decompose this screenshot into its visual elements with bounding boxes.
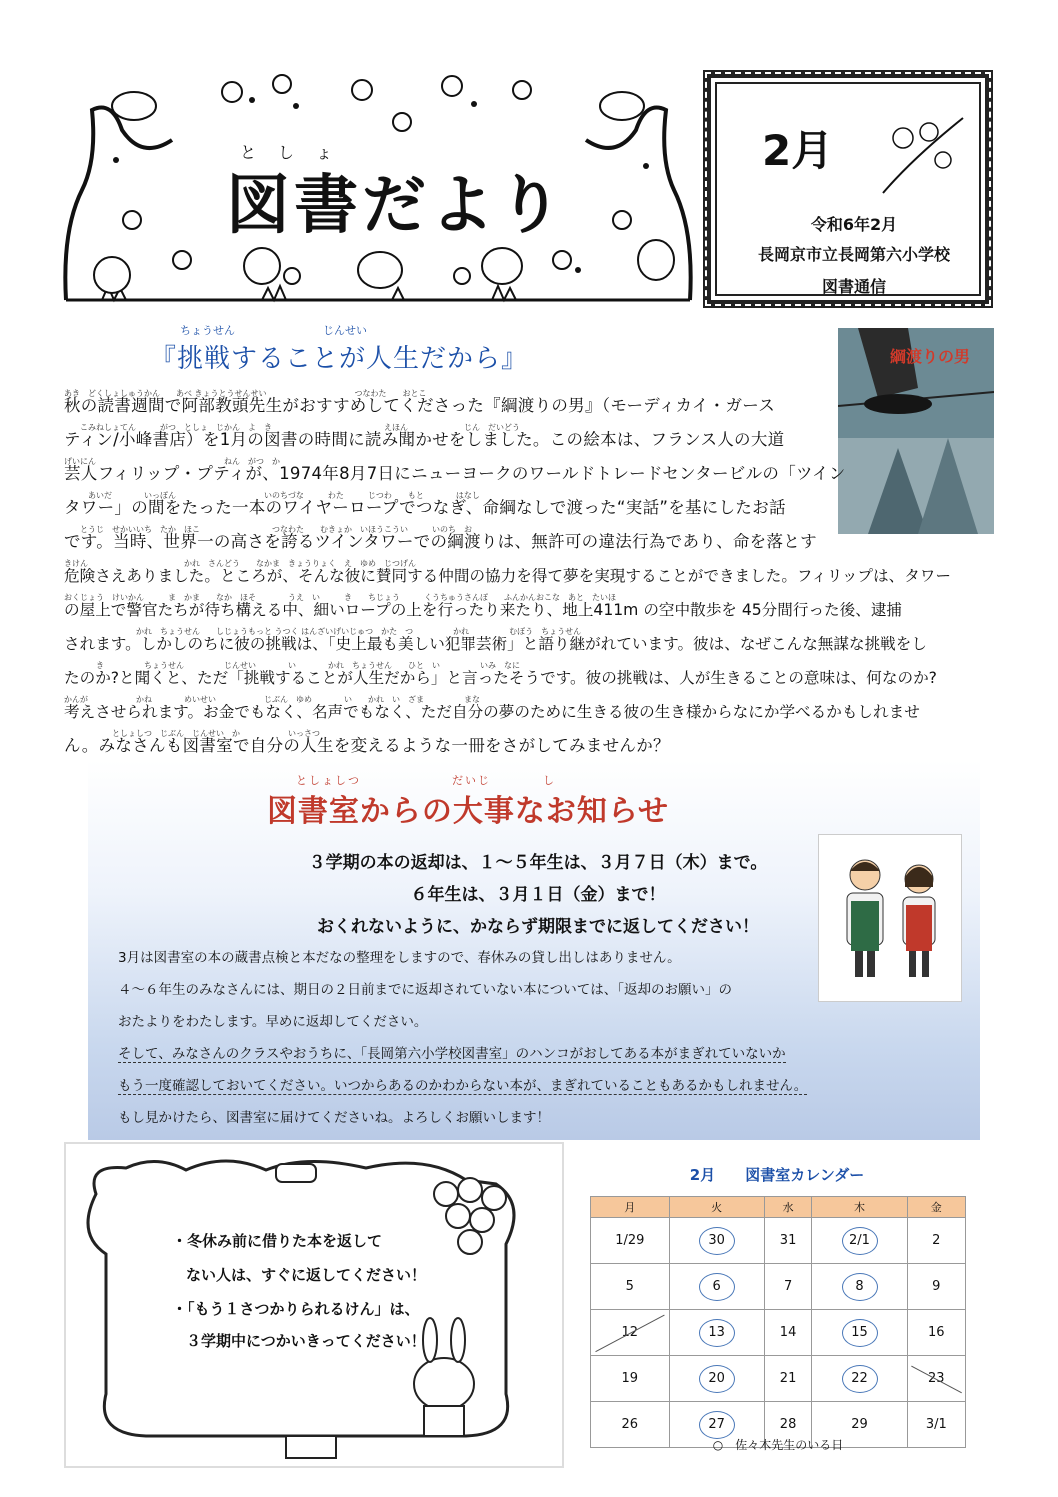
calendar-day <box>591 1264 670 1310</box>
calendar-day-label: 26 <box>621 1417 639 1432</box>
article-line-6: 危険さえありました。ところが、そんな彼に賛同する仲間の協力を得て夢を実現することができました。フィリップは、タワー <box>64 567 951 585</box>
calendar-day <box>591 1218 670 1264</box>
notice-body-1: 3月は図書室の本の蔵書点検と本だなの整理をしますので、春休みの貸し出しはありません。 <box>118 950 681 966</box>
article-ruby-5: とうじ せかいいち たか ほこ つなわた むきょか いほうこうい いのち お <box>64 525 472 534</box>
notice-reminder: おくれないように、かならず期限までに返してください！ <box>317 917 759 937</box>
article-ruby-11: としょしつ じぶん じんせい か いっさつ <box>64 729 320 738</box>
notice-body-6: もし見かけたら、図書室に届けてくださいね。よろしくお願いします！ <box>118 1110 550 1126</box>
board-line-1: ・冬休み前に借りた本を返して <box>172 1232 383 1250</box>
school-name: 長岡京市立長岡第六小学校 <box>757 245 950 264</box>
calendar-day-closed <box>907 1356 965 1402</box>
calendar-day <box>907 1310 965 1356</box>
calendar-day <box>764 1218 812 1264</box>
notice-return-deadline: ３学期の本の返却は、１～５年生は、３月７日（木）まで。 <box>308 853 768 873</box>
calendar-day-label: 16 <box>928 1325 945 1340</box>
article-ruby-8: かれ ちょうせん しじょうもっと うつく はんざいげいじゅつ かた つ かれ むぼう ちょうせん <box>64 627 582 636</box>
library-calendar <box>578 1156 976 1462</box>
calendar-day-label: 2/1 <box>842 1227 878 1255</box>
calendar-header-fri: 金 <box>907 1197 965 1218</box>
calendar-day-label: 29 <box>851 1417 868 1432</box>
calendar-day <box>669 1356 764 1402</box>
calendar-day-label: 2 <box>932 1233 941 1248</box>
calendar-week-row <box>591 1356 966 1402</box>
plum-blossom-icon <box>873 108 973 198</box>
book-cover-title: 綱渡りの男 <box>890 347 971 366</box>
calendar-day-label: 23 <box>928 1371 945 1386</box>
article-ruby-1: あき どくしょしゅうかん あべ きょうとうせんせい つなわた おとこ <box>64 389 427 398</box>
article-ruby-4: あいだ いっぽん いのちづな わた じつわ もと はなし <box>64 491 480 500</box>
article-ruby-7: おくじょう けいかん ま かま なか ほそ うえ い き ちじょう くうちゅうさんぽ ふんかんおこな あと たいほ <box>64 593 616 602</box>
article-line-11: ん。みなさんも図書室で自分の人生を変えるような一冊をさがしてみませんか？ <box>64 736 670 755</box>
calendar-day <box>812 1310 907 1356</box>
calendar-day <box>669 1218 764 1264</box>
article-line-5: です。当時、世界一の高さを誇るツインタワーでの綱渡りは、無許可の違法行為であり、命を落とす <box>64 532 817 551</box>
bulletin-name: 図書通信 <box>821 277 886 296</box>
notice-title-ruby: としょしつ だいじ し <box>296 774 556 787</box>
calendar-day-label: 6 <box>699 1273 735 1301</box>
article-ruby-2: こみねしょてん がつ としょ じかん よ き えほん じん だいどう <box>64 423 520 432</box>
notice-body-3: おたよりをわたします。早めに返却してください。 <box>118 1014 428 1030</box>
info-box-inner <box>715 82 981 296</box>
calendar-header-tue: 火 <box>669 1197 764 1218</box>
article-line-9: たのか?と聞くと、ただ「挑戦することが人生だから」と言ったそうです。彼の挑戦は、人が生きることの意味は、何なのか? <box>64 669 937 687</box>
notice-title: 図書室からの大事なお知らせ <box>266 794 670 829</box>
calendar-day-label: 7 <box>783 1279 793 1294</box>
calendar-day-label: 31 <box>779 1233 797 1248</box>
calendar-week-row <box>591 1310 966 1356</box>
calendar-day <box>591 1356 670 1402</box>
calendar-day-label: 30 <box>699 1227 735 1255</box>
article-line-4: タワー」の間をたった一本のワイヤーロープでつなぎ、命綱なしで渡った“実話”を基にしたお話 <box>64 498 786 517</box>
calendar-day-label: 3/1 <box>925 1417 947 1432</box>
calendar-day-label: 14 <box>779 1325 797 1340</box>
calendar-table <box>590 1196 966 1448</box>
calendar-day-label: 15 <box>842 1319 878 1347</box>
article-ruby-3: げいにん ねん がつ か <box>64 457 280 466</box>
info-box <box>703 70 993 308</box>
calendar-header-row <box>591 1197 966 1218</box>
article-line-1: 秋の読書週間で阿部教頭先生がおすすめしてくださった『綱渡りの男』（モーディカイ・ガース <box>64 396 776 415</box>
notice-section <box>88 760 980 1140</box>
calendar-day-label: 9 <box>932 1279 941 1294</box>
notice-body-5: もう一度確認しておいてください。いつからあるのかわからない本が、まぎれていることもあるかもしれません。 <box>118 1074 807 1095</box>
article-ruby-6: きけん かれ さんどう なかま きょうりょく え ゆめ じつげん <box>64 559 416 568</box>
calendar-day-label: 8 <box>842 1273 878 1301</box>
calendar-day <box>669 1264 764 1310</box>
board-line-3: ・「もう１さつかりられるけん」は、 <box>172 1300 420 1318</box>
calendar-day <box>812 1218 907 1264</box>
calendar-title: 2月 図書室カレンダー <box>689 1166 865 1184</box>
calendar-day-closed <box>591 1310 670 1356</box>
article-title-ruby: ちょうせん じんせい <box>180 324 367 337</box>
calendar-day-label: 5 <box>625 1279 634 1294</box>
article-title: 『挑戦することが人生だから』 <box>150 344 529 374</box>
calendar-header-mon: 月 <box>591 1197 670 1218</box>
board-line-2: ない人は、すぐに返してください！ <box>186 1266 427 1284</box>
calendar-header-wed: 水 <box>764 1197 812 1218</box>
article-line-7: の屋上で警官たちが待ち構える中、細いロープの上を行ったり来たり、地上411m の空中散歩を 45分間行った後、逮捕 <box>64 601 903 619</box>
calendar-day <box>812 1264 907 1310</box>
calendar-legend: ○ 佐々木先生のいる日 <box>712 1438 844 1452</box>
calendar-week-row <box>591 1264 966 1310</box>
article-ruby-10: かんが かね めいせい じぶん ゆめ い かれ い ざま まな <box>64 695 480 704</box>
calendar-day <box>764 1310 812 1356</box>
bowing-staff-icon <box>819 835 961 1001</box>
calendar-day <box>764 1356 812 1402</box>
calendar-day <box>907 1264 965 1310</box>
issue-date: 令和6年2月 <box>810 215 898 234</box>
calendar-day-label: 20 <box>699 1365 735 1393</box>
calendar-day-label: 28 <box>779 1417 797 1432</box>
calendar-day <box>812 1356 907 1402</box>
calendar-day-label: 22 <box>842 1365 878 1393</box>
calendar-header-thu: 木 <box>812 1197 907 1218</box>
calendar-day <box>764 1264 812 1310</box>
calendar-day-label: 12 <box>621 1325 639 1340</box>
calendar-day <box>669 1310 764 1356</box>
notice-grade6-deadline: ６年生は、３月１日（金）まで！ <box>410 885 666 905</box>
calendar-week-row <box>591 1218 966 1264</box>
calendar-day-label: 19 <box>621 1371 639 1386</box>
calendar-day-label: 13 <box>699 1319 735 1347</box>
staff-illustration <box>818 834 962 1002</box>
board-line-4: ３学期中につかいきってください！ <box>186 1332 426 1350</box>
banner-title-ruby: としょ <box>240 143 355 162</box>
article-ruby-9: き ちょうせん じんせい い かれ ちょうせん ひと い いみ なに <box>64 661 520 670</box>
month-label: 2月 <box>762 126 834 175</box>
reminder-board <box>64 1142 564 1468</box>
article-line-10: 考えさせられます。お金でもなく、名声でもなく、ただ自分の夢のために生きる彼の生き様からなにか学べるかもしれませ <box>64 703 920 721</box>
calendar-day-label: 1/29 <box>615 1233 645 1248</box>
calendar-day <box>907 1218 965 1264</box>
article-line-8: されます。しかしのちに彼の挑戦は、「史上最も美しい犯罪芸術」と語り継がれています。彼は、なぜこんな無謀な挑戦をし <box>64 635 927 653</box>
notice-body-4: そして、みなさんのクラスやおうちに、「長岡第六小学校図書室」のハンコがおしてある本がまぎれていないか <box>118 1042 786 1063</box>
article-line-3: 芸人フィリップ・プティが、1974年8月7日にニューヨークのワールドトレードセンタービルの「ツイン <box>64 464 846 483</box>
calendar-day-label: 27 <box>699 1411 735 1439</box>
article-line-2: ティン/小峰書店）を1月の図書の時間に読み聞かせをしました。この絵本は、フランス人の大道 <box>64 430 785 449</box>
banner-title: 図書だより <box>226 169 566 243</box>
book-cover-image <box>838 328 994 534</box>
notice-body-2: ４～６年生のみなさんには、期日の２日前までに返却されていない本については、「返却のお願い」の <box>118 982 732 998</box>
calendar-day-label: 21 <box>779 1371 797 1386</box>
